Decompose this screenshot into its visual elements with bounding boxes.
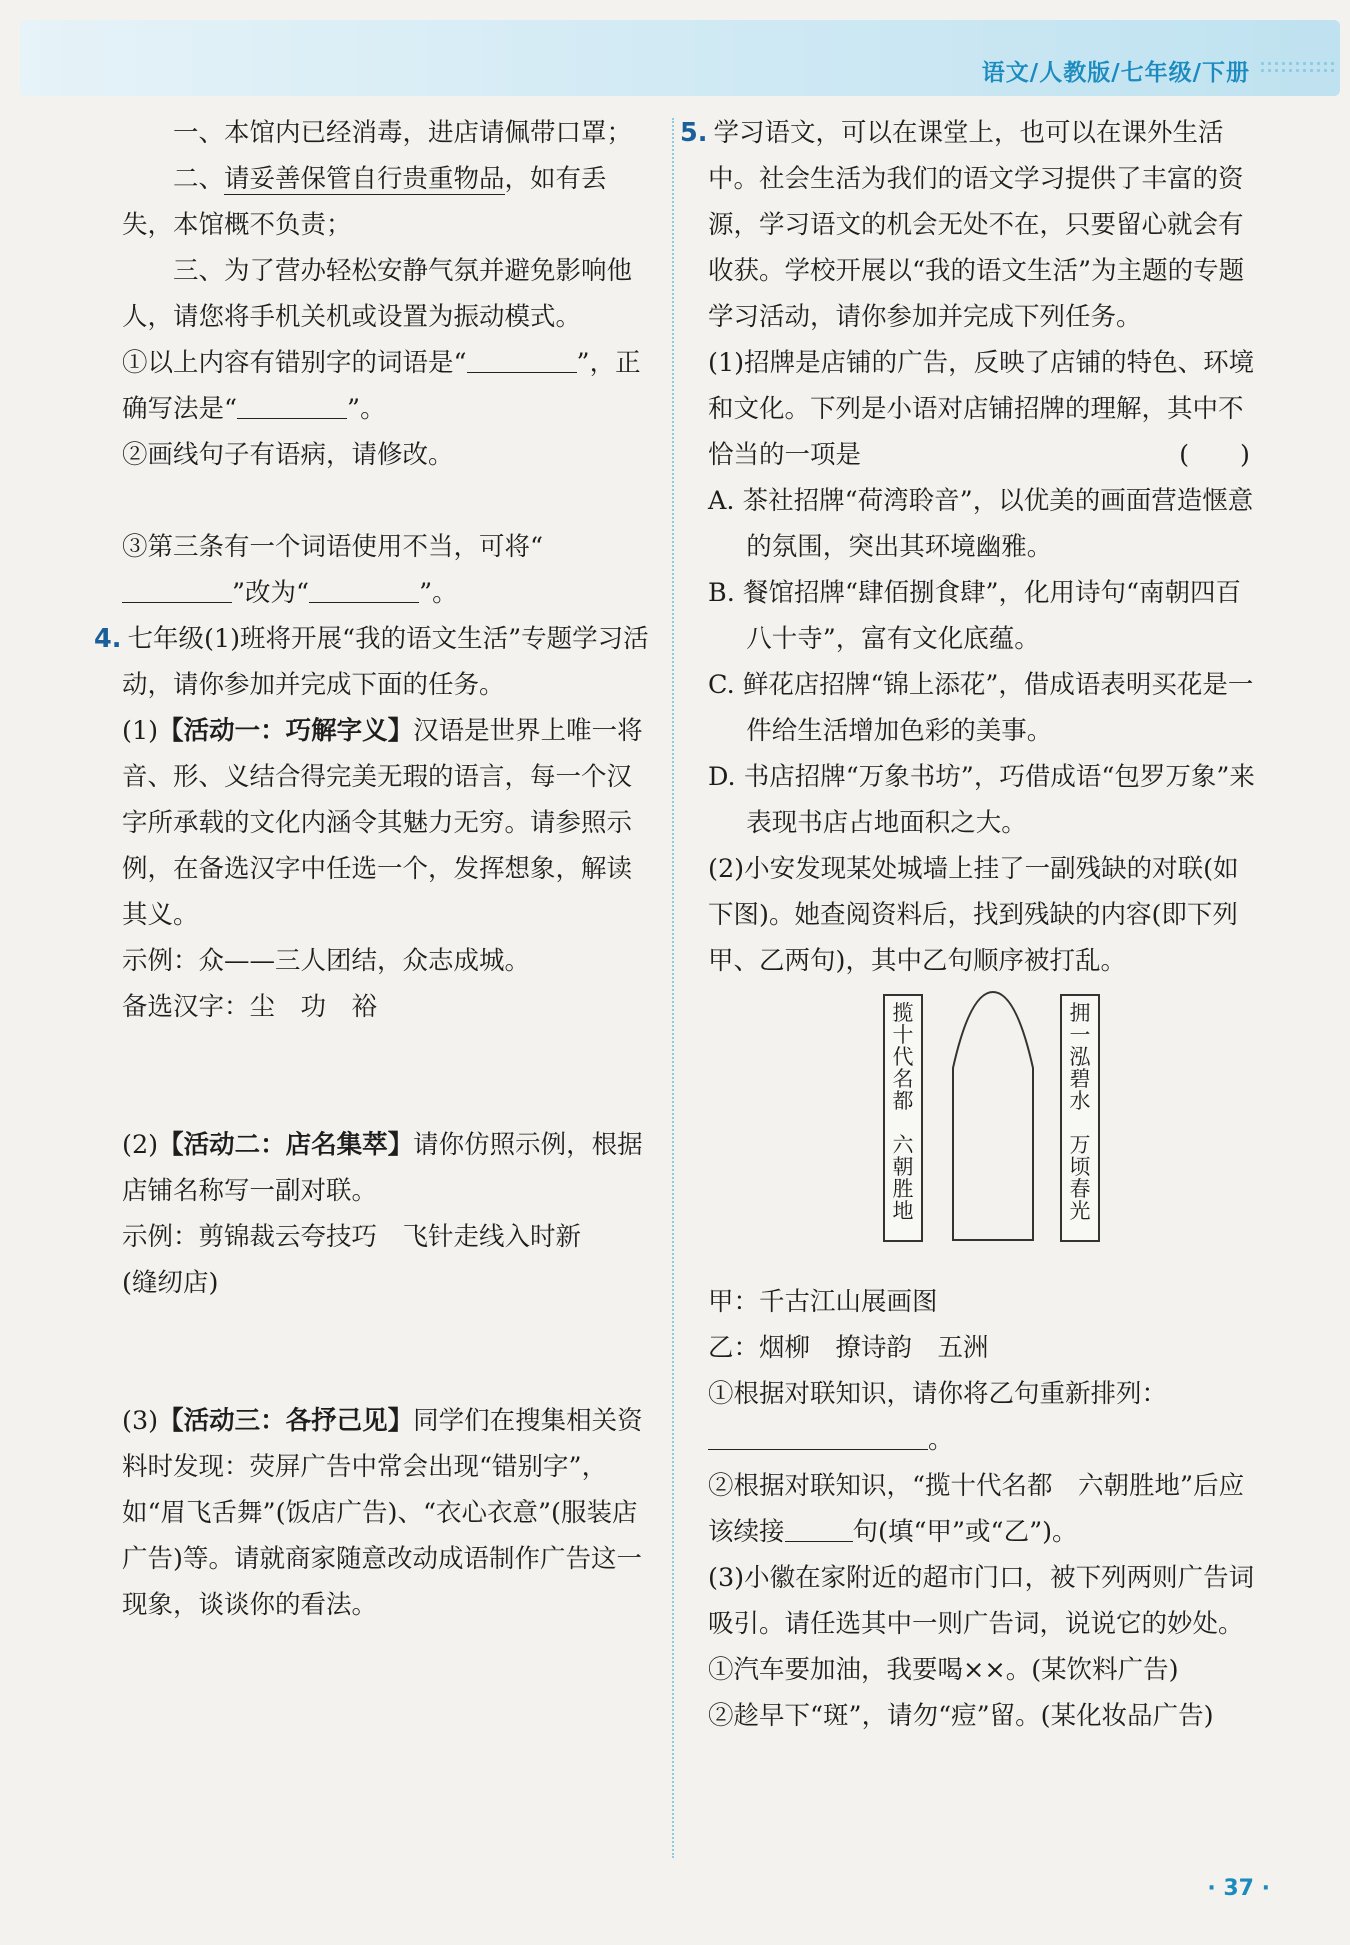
- column-divider: [672, 118, 674, 1858]
- activity-1-candidate-chars: 备选汉字：尘 功 裕: [122, 992, 378, 1022]
- option-b: B. 餐馆招牌“肆佰捌食肆”，化用诗句“南朝四百八十寺”，富有文化底蕴。: [708, 578, 1242, 654]
- couplet-char: 万: [1069, 1133, 1091, 1157]
- notice-line-2-prefix: 二、: [173, 164, 225, 194]
- activity-2-text: 请你仿照示例，根据店铺名称写一副对联。: [122, 1130, 643, 1206]
- option-a: A. 茶社招牌“荷湾聆音”，以优美的画面营造惬意的氛围，突出其环境幽雅。: [708, 486, 1254, 562]
- option-d: D. 书店招牌“万象书坊”，巧借成语“包罗万象”来表现书店占地面积之大。: [708, 762, 1255, 838]
- couplet-left-scroll: [883, 994, 923, 1242]
- subquestion-2-part2-text-b: 句(填“甲”或“乙”)。: [852, 1517, 1078, 1547]
- couplet-right-scroll: [1060, 994, 1100, 1242]
- couplet-char: 拥: [1069, 1001, 1091, 1025]
- answer-blank[interactable]: [467, 346, 577, 373]
- activity-3-text: 同学们在搜集相关资料时发现：荧屏广告中常会出现“错别字”，如“眉飞舌舞”(饭店广告)、“衣心衣意”(服装店广告)等。请就商家随意改动成语制作广告这一现象，谈谈你的看法。: [122, 1406, 643, 1620]
- notice-line-1: 一、本馆内已经消毒，进店请佩带口罩；: [173, 118, 633, 148]
- activity-2-index: (2): [122, 1130, 159, 1160]
- couplet-char: 光: [1069, 1199, 1091, 1223]
- activity-1-title: 【活动一：巧解字义】: [158, 716, 414, 746]
- couplet-char: 名: [892, 1067, 914, 1091]
- q3-part1-text-c: ”。: [347, 394, 386, 424]
- couplet-char: 顷: [1069, 1155, 1091, 1179]
- couplet-char: 都: [892, 1089, 914, 1113]
- option-c: C. 鲜花店招牌“锦上添花”，借成语表明买花是一件给生活增加色彩的美事。: [708, 670, 1254, 746]
- couplet-char: 揽: [892, 1001, 914, 1025]
- left-column: [94, 110, 652, 1628]
- activity-2: [122, 1122, 652, 1214]
- couplet-char: 代: [892, 1045, 914, 1069]
- couplet-diagram: [708, 990, 1260, 1275]
- line-jia: 甲：千古江山展画图: [708, 1287, 938, 1317]
- subquestion-3: (3)小徽在家附近的超市门口，被下列两则广告词吸引。请任选其中一则广告词，说说它的妙处。: [708, 1563, 1255, 1639]
- subquestion-2-part1-answer: [708, 1417, 1260, 1463]
- ad-2: ②趁早下“斑”，请勿“痘”留。(某化妆品广告): [708, 1701, 1214, 1731]
- activity-2-shop-type: (缝纫店): [122, 1268, 219, 1298]
- q3-part2: ②画线句子有语病，请修改。: [122, 440, 454, 470]
- underlined-sentence: 请妥善保管自行贵重物品: [224, 164, 505, 194]
- header-dots-decoration: [1259, 60, 1334, 72]
- couplet-char: 碧: [1069, 1067, 1091, 1091]
- answer-blank[interactable]: [708, 1423, 928, 1450]
- answer-parentheses[interactable]: ( ): [1179, 440, 1250, 470]
- couplet-char: 十: [892, 1023, 914, 1047]
- activity-3: [122, 1398, 652, 1628]
- notice-line-2: [122, 156, 652, 248]
- ad-1: ①汽车要加油，我要喝××。(某饮料广告): [708, 1655, 1179, 1685]
- q3-part1: [122, 340, 652, 432]
- answer-space[interactable]: [122, 1306, 652, 1398]
- activity-1: [122, 708, 652, 938]
- subquestion-2-part2: [708, 1463, 1260, 1555]
- answer-space[interactable]: [122, 478, 652, 524]
- couplet-char: 水: [1069, 1089, 1091, 1113]
- activity-2-title: 【活动二：店名集萃】: [158, 1130, 414, 1160]
- subquestion-2: (2)小安发现某处城墙上挂了一副残缺的对联(如下图)。她查阅资料后，找到残缺的内容(即下列甲、乙两句)，其中乙句顺序被打乱。: [708, 854, 1239, 976]
- subquestion-1-text: (1)招牌是店铺的广告，反映了店铺的特色、环境和文化。下列是小语对店铺招牌的理解，其中不恰当的一项是: [708, 348, 1255, 470]
- activity-1-index: (1): [122, 716, 159, 746]
- notice-line-3: 三、为了营办轻松安静气氛并避免影响他人，请您将手机关机或设置为振动模式。: [122, 256, 633, 332]
- question-5-text: 学习语文，可以在课堂上，也可以在课外生活中。社会生活为我们的语文学习提供了丰富的资源，学习语文的机会无处不在，只要留心就会有收获。学校开展以“我的语文生活”为主题的专题学习活动，请你参加并完成下列任务。: [708, 118, 1245, 332]
- missing-scroll-outline: [948, 990, 1038, 1250]
- subquestion-2-part1: ①根据对联知识，请你将乙句重新排列：: [708, 1379, 1168, 1409]
- couplet-char: 地: [892, 1199, 914, 1223]
- subquestion-2-part1-end: 。: [928, 1425, 954, 1455]
- question-4-stem: [94, 616, 652, 708]
- activity-3-title: 【活动三：各抒己见】: [158, 1406, 414, 1436]
- q3-part3: [122, 524, 652, 616]
- question-4-number: 4.: [94, 624, 122, 654]
- subquestion-2-part2-text-a: ②根据对联知识，“揽十代名都 六朝胜地”后应该续接: [708, 1471, 1245, 1547]
- couplet-char: 朝: [892, 1155, 914, 1179]
- couplet-char: 春: [1069, 1177, 1091, 1201]
- q3-part3-text-c: ”。: [419, 578, 458, 608]
- question-5-stem: [680, 110, 1260, 340]
- q3-part3-text-a: ③第三条有一个词语使用不当，可将“: [122, 532, 544, 562]
- q3-part1-text-b: ”，正确写法是“: [122, 348, 641, 424]
- page-number: · 37 ·: [1207, 1876, 1270, 1901]
- right-column: [680, 110, 1260, 1739]
- couplet-char: 胜: [892, 1177, 914, 1201]
- answer-blank[interactable]: [309, 576, 419, 603]
- answer-blank[interactable]: [122, 576, 232, 603]
- question-5-number: 5.: [680, 118, 708, 148]
- answer-space[interactable]: [122, 1030, 652, 1122]
- q3-part3-text-b: ”改为“: [232, 578, 310, 608]
- activity-2-example: 示例：剪锦裁云夸技巧 飞针走线入时新: [122, 1222, 582, 1252]
- answer-blank[interactable]: [237, 392, 347, 419]
- notice-line-2-suffix: ，如有丢失，本馆概不负责；: [122, 164, 607, 240]
- subquestion-1: [708, 340, 1260, 478]
- activity-1-example: 示例：众——三人团结，众志成城。: [122, 946, 531, 976]
- couplet-char: 泓: [1069, 1045, 1091, 1069]
- activity-1-text: 汉语是世界上唯一将音、形、义结合得完美无瑕的语言，每一个汉字所承载的文化内涵令其魅力无穷。请参照示例，在备选汉字中任选一个，发挥想象，解读其义。: [122, 716, 643, 930]
- header-title: 语文/人教版/七年级/下册: [981, 60, 1250, 86]
- line-yi: 乙：烟柳 撩诗韵 五洲: [708, 1333, 989, 1363]
- question-4-text: 七年级(1)班将开展“我的语文生活”专题学习活动，请你参加并完成下面的任务。: [122, 624, 649, 700]
- q3-part1-text-a: ①以上内容有错别字的词语是“: [122, 348, 467, 378]
- answer-blank[interactable]: [785, 1515, 853, 1542]
- activity-3-index: (3): [122, 1406, 159, 1436]
- couplet-char: 六: [892, 1133, 914, 1157]
- couplet-char: 一: [1069, 1023, 1091, 1047]
